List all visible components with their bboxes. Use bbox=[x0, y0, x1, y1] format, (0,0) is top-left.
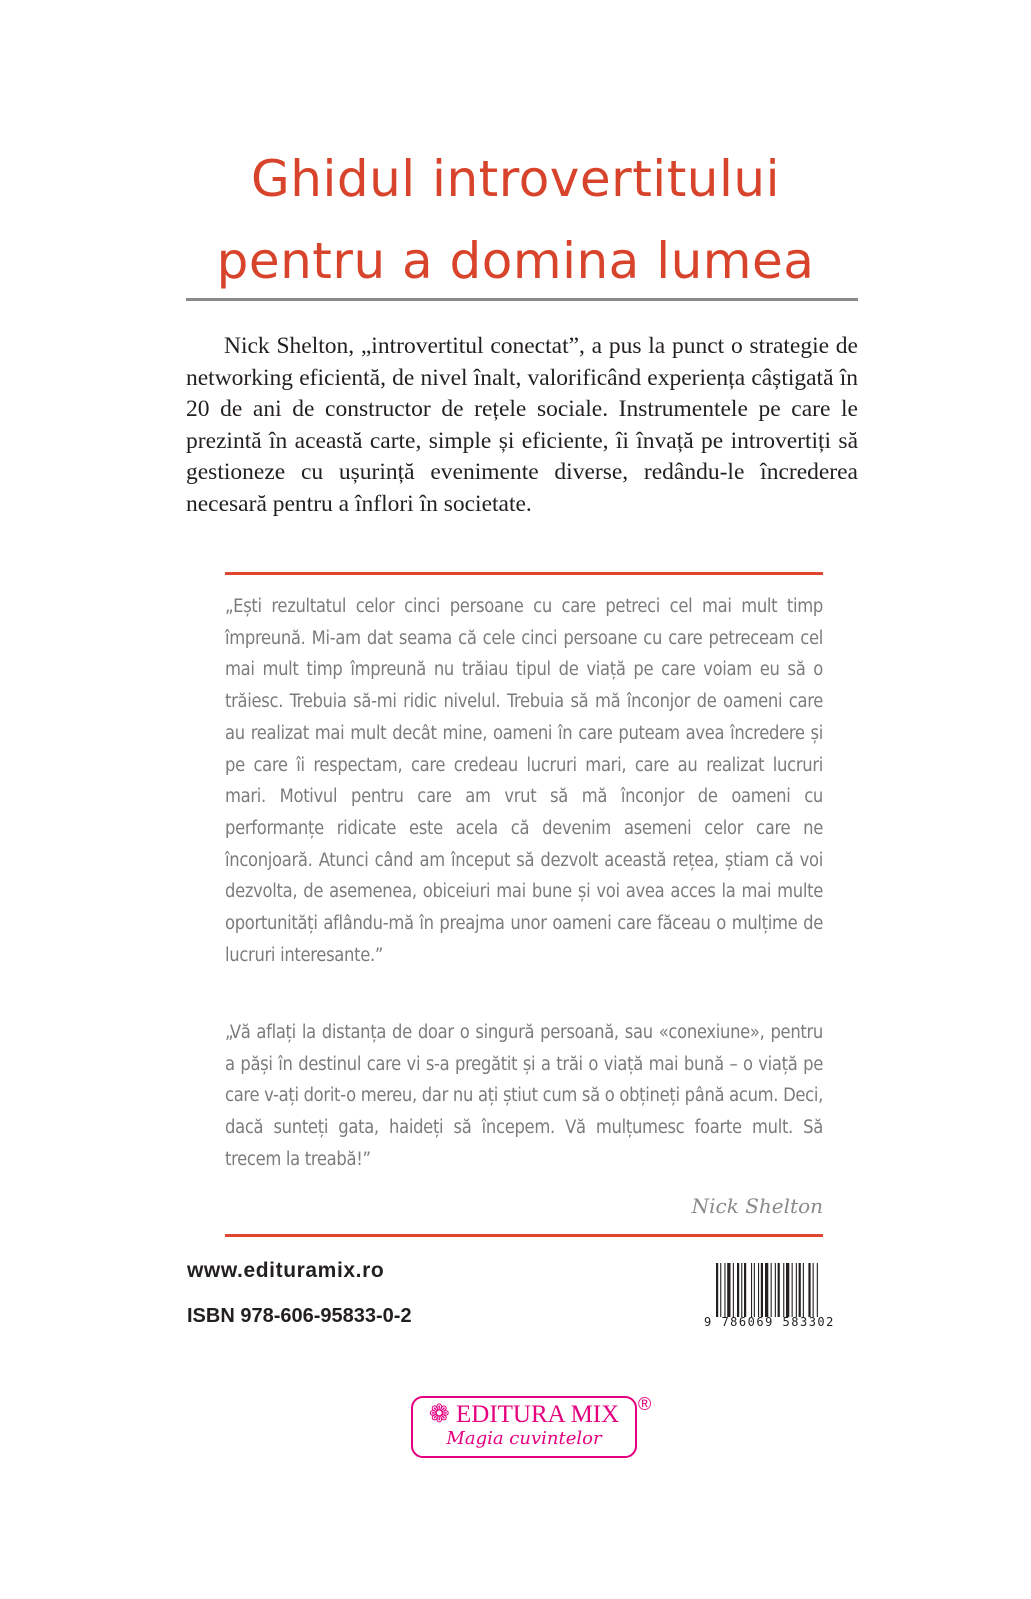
barcode-bar bbox=[720, 1263, 721, 1317]
barcode-bar bbox=[808, 1263, 810, 1317]
barcode-bar bbox=[783, 1263, 784, 1317]
registered-mark: ® bbox=[638, 1394, 652, 1414]
barcode-bar bbox=[796, 1263, 797, 1317]
barcode-bar bbox=[799, 1263, 801, 1317]
barcode bbox=[704, 1263, 860, 1331]
divider bbox=[225, 1234, 823, 1237]
barcode-bar bbox=[771, 1263, 772, 1317]
barcode-bar bbox=[724, 1263, 725, 1317]
barcode-bar bbox=[786, 1263, 789, 1317]
title-line-2: pentru a domina lumea bbox=[216, 232, 815, 290]
barcode-bar bbox=[765, 1263, 768, 1317]
divider bbox=[186, 298, 858, 301]
quote-paragraph: „Vă aflați la distanța de doar o singură persoană, sau «conexiune», pentru a păși în destinul care vi s-a pregătit și a trăi o viață mai bună – o viață pe care v-ați dorit-o mereu, dar nu ați știut cum să o obțineți până acum. Deci, dacă sunteți gata, haideți să începem. Vă mulțumesc foarte mult. Să trecem la treabă!” bbox=[225, 1022, 823, 1170]
author-signature: Nick Shelton bbox=[691, 1194, 823, 1218]
barcode-bar bbox=[744, 1263, 746, 1317]
barcode-bar bbox=[727, 1263, 730, 1317]
divider bbox=[225, 572, 823, 575]
barcode-bar bbox=[803, 1263, 804, 1317]
barcode-bar bbox=[741, 1263, 742, 1317]
barcode-bar bbox=[733, 1263, 734, 1317]
barcode-bar bbox=[813, 1263, 814, 1317]
publisher-tagline: Magia cuvintelor bbox=[446, 1428, 602, 1449]
barcode-bar bbox=[778, 1263, 780, 1317]
flower-icon: ❁ bbox=[428, 1401, 450, 1428]
publisher-name: EDITURA MIX bbox=[456, 1401, 620, 1428]
publisher-logo bbox=[411, 1396, 637, 1458]
title-line-1: Ghidul introvertitului bbox=[251, 150, 780, 208]
quote-paragraph: „Ești rezultatul celor cinci persoane cu care petreci cel mai mult timp împreună. Mi-am dat seama că cele cinci persoane cu care petreceam cel mai mult timp împreună nu trăiau tipul de viață pe care voiam eu să o trăiesc. Trebuia să-mi ridic nivelul. Trebuia să mă înconjor de oameni care au realizat mai mult decât mine, oameni în care puteam avea încredere și pe care îi respectam, care credeau lucruri mari, care au realizat lucruri mari. Motivul pentru care am vrut să mă înconjor de oameni cu performanțe ridicate este acela că devenim asemeni celor care ne înconjoară. Atunci când am început să dezvolt această rețea, știam că voi dezvolta, de asemenea, obiceiuri mai bune și voi avea acces la mai multe oportunități aflându-mă în preajma unor oameni care făceau o mulțime de lucruri interesante.” bbox=[225, 596, 823, 966]
barcode-bar bbox=[817, 1263, 818, 1317]
barcode-bar bbox=[716, 1263, 718, 1317]
website-link[interactable]: www.edituramix.ro bbox=[187, 1259, 385, 1282]
book-title bbox=[0, 138, 1031, 302]
isbn: ISBN 978-606-95833-0-2 bbox=[187, 1305, 412, 1327]
barcode-bar bbox=[761, 1263, 763, 1317]
barcode-bar bbox=[792, 1263, 793, 1317]
barcode-bar bbox=[775, 1263, 776, 1317]
barcode-digits: 9 786069 583302 bbox=[704, 1315, 835, 1329]
barcode-bar bbox=[737, 1263, 739, 1317]
barcode-bar bbox=[758, 1263, 759, 1317]
barcode-bar bbox=[751, 1263, 752, 1317]
intro-paragraph: Nick Shelton, „introvertitul conectat”, a pus la punct o strategie de networking eficientă, de nivel înalt, valorificând experiența câștigată în 20 de ani de constructor de rețele sociale. Instrumentele pe care le prezintă în această carte, simple și eficiente, îi învață pe introvertiți să gestioneze cu ușurință evenimente diverse, redându-le încrederea necesară pentru a înflori în societate. bbox=[186, 333, 858, 517]
barcode-bar bbox=[754, 1263, 755, 1317]
